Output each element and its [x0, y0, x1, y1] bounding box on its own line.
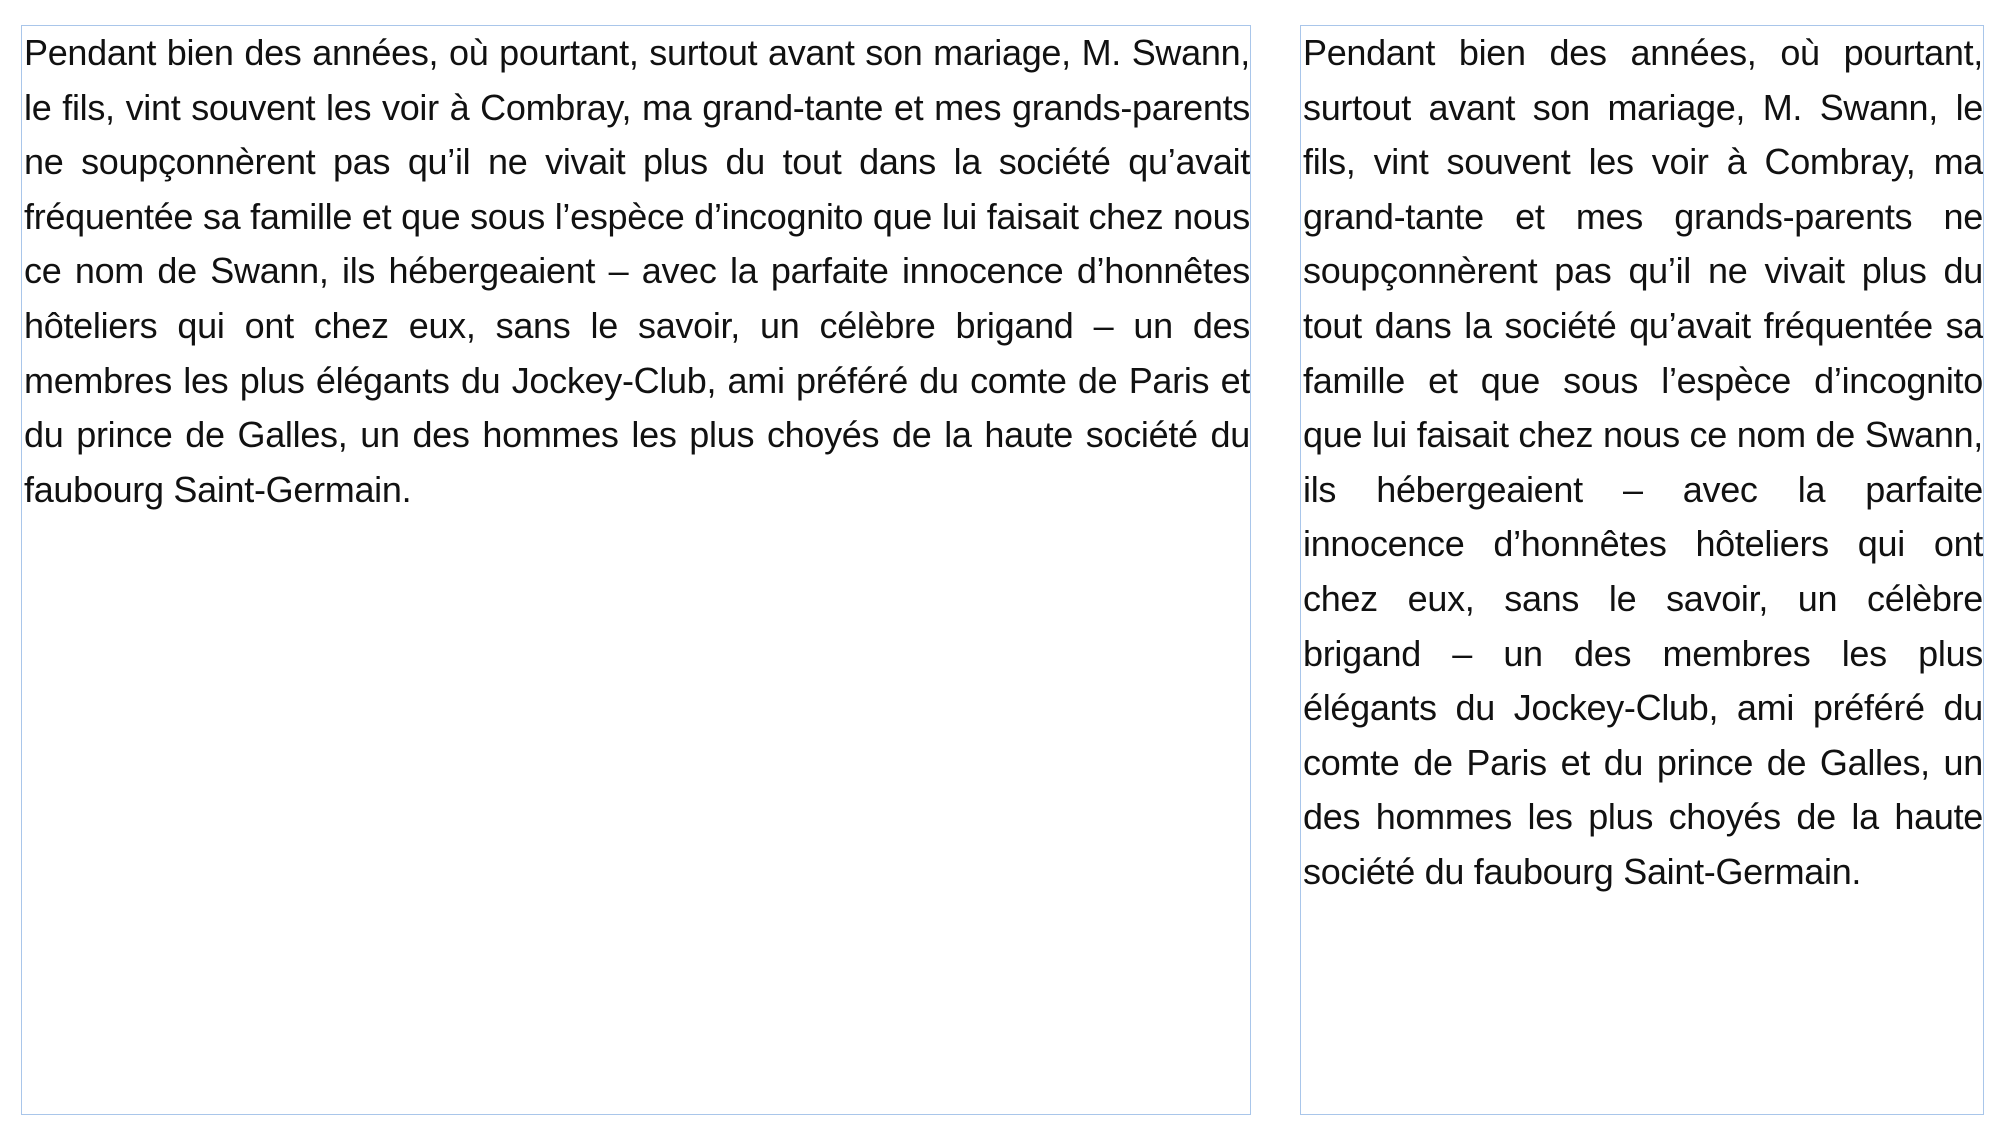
paragraph-narrow: Pendant bien des années, où pourtant, surtout avant son mariage, M. Swann, le fils, vint souvent les voir à Combray, ma grand-tante et mes grands-parents ne soupçonnèrent pas qu’il ne vivait plus du tout dans la société qu’avait fréquentée sa famille et que sous l’espèce d’incognito que lui faisait chez nous ce nom de Swann, ils hébergeaient – avec la parfaite innocence d’honnêtes hôteliers qui ont chez eux, sans le savoir, un célèbre brigand – un des membres les plus élégants du Jockey-Club, ami préféré du comte de Paris et du prince de Galles, un des hommes les plus choyés de la haute société du faubourg Saint-Germain.: [1303, 32, 1983, 892]
text-frame-wide: [21, 25, 1251, 1115]
text-frame-narrow: [1300, 25, 1984, 1115]
paragraph-wide: Pendant bien des années, où pourtant, surtout avant son mariage, M. Swann, le fils, vint souvent les voir à Combray, ma grand-tante et mes grands-parents ne soupçonnèrent pas qu’il ne vivait plus du tout dans la société qu’avait fréquentée sa famille et que sous l’espèce d’incognito que lui faisait chez nous ce nom de Swann, ils hébergeaient – avec la parfaite innocence d’honnêtes hôteliers qui ont chez eux, sans le savoir, un célèbre brigand – un des membres les plus élégants du Jockey-Club, ami préféré du comte de Paris et du prince de Galles, un des hommes les plus choyés de la haute société du faubourg Saint-Germain.: [24, 32, 1250, 510]
